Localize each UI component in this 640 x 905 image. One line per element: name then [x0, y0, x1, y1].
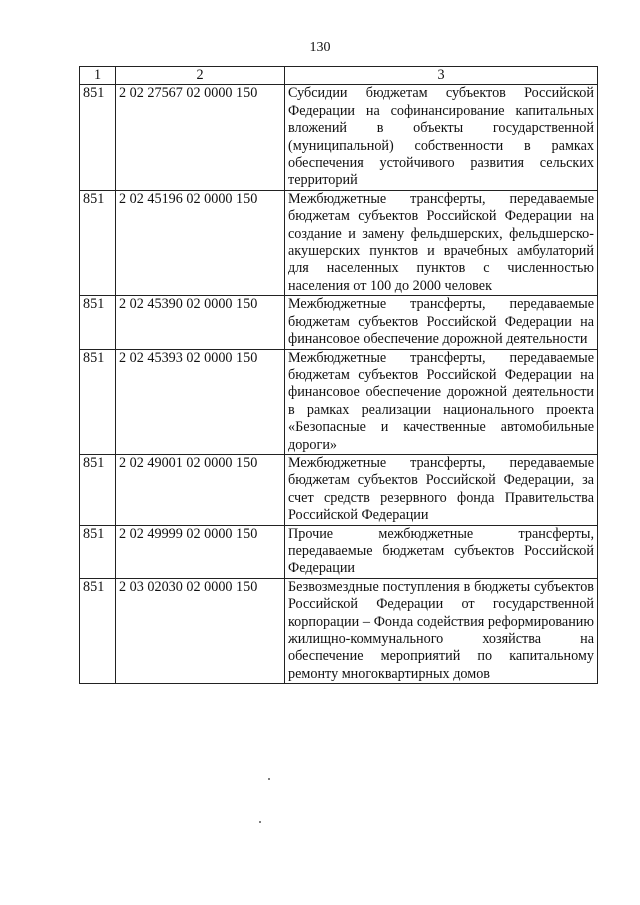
table-row: [80, 85, 598, 190]
admin-code-cell: 851: [80, 454, 116, 525]
column-header-2: 2: [116, 67, 285, 85]
description-cell: Субсидии бюджетам субъектов Российской Федерации на софинансирование капитальных вложений в объекты государственной (муниципальной) собственности в рамках обеспечения устойчивого развития сельских территорий: [285, 85, 598, 190]
admin-code-cell: 851: [80, 190, 116, 295]
budget-code-cell: 2 02 49001 02 0000 150: [116, 454, 285, 525]
admin-code-cell: 851: [80, 296, 116, 349]
admin-code-cell: 851: [80, 578, 116, 683]
column-header-3: 3: [285, 67, 598, 85]
table-header-row: [80, 67, 598, 85]
budget-code-cell: 2 02 49999 02 0000 150: [116, 525, 285, 578]
table-row: [80, 349, 598, 454]
description-cell: Межбюджетные трансферты, передаваемые бюджетам субъектов Российской Федерации на создание и замену фельдшерских, фельдшерско-акушерских пунктов и врачебных амбулаторий для населенных пунктов с численностью населения от 100 до 2000 человек: [285, 190, 598, 295]
page-number: 130: [309, 40, 331, 55]
description-cell: Межбюджетные трансферты, передаваемые бюджетам субъектов Российской Федерации на финансовое обеспечение дорожной деятельности в рамках реализации национального проекта «Безопасные и качественные автомобильные дороги»: [285, 349, 598, 454]
budget-code-cell: 2 02 45390 02 0000 150: [116, 296, 285, 349]
budget-code-cell: 2 03 02030 02 0000 150: [116, 578, 285, 683]
admin-code-cell: 851: [80, 525, 116, 578]
table-row: [80, 190, 598, 295]
description-cell: Безвозмездные поступления в бюджеты субъектов Российской Федерации от государственной корпорации – Фонда содействия реформированию жилищно-коммунального хозяйства на обеспечение мероприятий по капитальному ремонту многоквартирных домов: [285, 578, 598, 683]
scan-speck: [268, 778, 270, 780]
budget-codes-table: [79, 66, 598, 684]
budget-code-cell: 2 02 45393 02 0000 150: [116, 349, 285, 454]
column-header-1: 1: [80, 67, 116, 85]
table-row: [80, 296, 598, 349]
description-cell: Прочие межбюджетные трансферты, передаваемые бюджетам субъектов Российской Федерации: [285, 525, 598, 578]
budget-code-cell: 2 02 27567 02 0000 150: [116, 85, 285, 190]
admin-code-cell: 851: [80, 349, 116, 454]
description-cell: Межбюджетные трансферты, передаваемые бюджетам субъектов Российской Федерации, за счет средств резервного фонда Правительства Российской Федерации: [285, 454, 598, 525]
budget-code-cell: 2 02 45196 02 0000 150: [116, 190, 285, 295]
scan-speck: [259, 821, 261, 823]
table-row: [80, 454, 598, 525]
description-cell: Межбюджетные трансферты, передаваемые бюджетам субъектов Российской Федерации на финансовое обеспечение дорожной деятельности: [285, 296, 598, 349]
admin-code-cell: 851: [80, 85, 116, 190]
table-row: [80, 578, 598, 683]
table-row: [80, 525, 598, 578]
